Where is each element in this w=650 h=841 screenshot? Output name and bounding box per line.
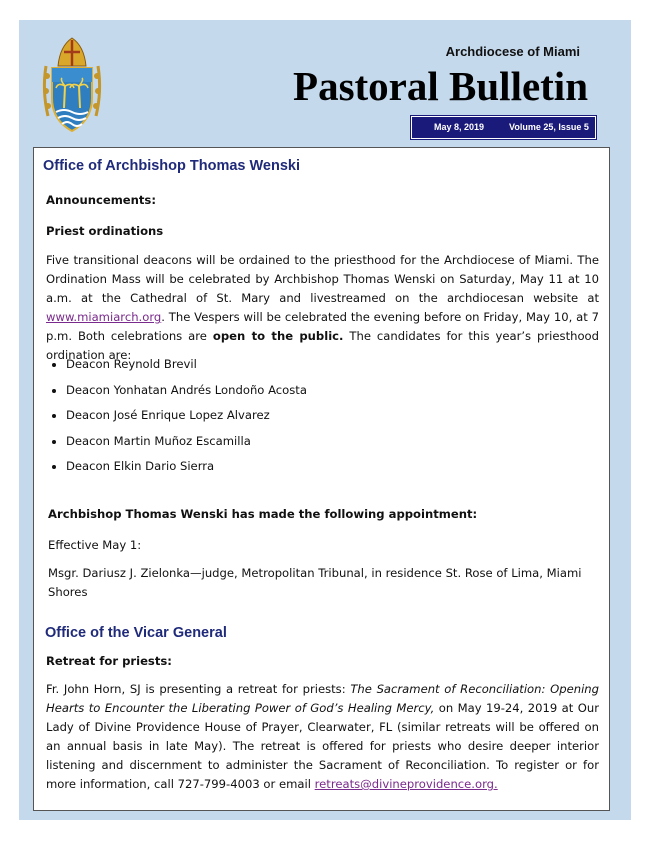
ordination-text-1: Five transitional deacons will be ordained to the priesthood for the Archdiocese of Miami. The Ordination Mass will be celebrated by Archbishop Thomas Wenski on Saturday, May 11 at 10 a.m. at the Cathedral of St. Mary and livestreamed on the archdiocesan website at — [46, 253, 599, 305]
bulletin-content-box — [33, 147, 610, 811]
section-title-vicar-general: Office of the Vicar General — [45, 625, 227, 641]
priest-ordinations-heading: Priest ordinations — [46, 224, 164, 238]
list-item: • Deacon Reynold Brevil — [66, 352, 599, 378]
list-item: • Deacon Elkin Dario Sierra — [66, 454, 599, 480]
ordination-text-2: . The Vespers will be celebrated the evening before on Friday, May 10, at 7 p.m. Both celebrations are — [46, 310, 599, 343]
effective-date: Effective May 1: — [48, 538, 142, 552]
section-title-archbishop: Office of Archbishop Thomas Wenski — [43, 158, 301, 174]
bulletin-title: Pastoral Bulletin — [293, 63, 588, 109]
announcements-label: Announcements: — [46, 193, 156, 207]
retreat-text-2: on May 19-24, 2019 at Our Lady of Divine Providence House of Prayer, Clearwater, FL (similar retreats will be offered on an annual basis in late May). The retreat is offered for priests who desire deeper interior listening and discernment to administer the Sacrament of Reconciliation. To register or for more information, call 727-799-4003 or email — [46, 701, 599, 791]
issue-date: May 8, 2019 — [434, 122, 485, 132]
issue-info-bar — [411, 116, 596, 139]
retreat-email-link[interactable]: retreats@divineprovidence.org. — [314, 777, 498, 791]
appointment-text: Msgr. Dariusz J. Zielonka—judge, Metropolitan Tribunal, in residence St. Rose of Lima, Miami Shores — [48, 566, 582, 599]
appointment-heading: Archbishop Thomas Wenski has made the following appointment: — [48, 507, 478, 521]
organization-name: Archdiocese of Miami — [445, 44, 580, 59]
retreat-paragraph — [46, 680, 599, 794]
list-item: • Deacon Yonhatan Andrés Londoño Acosta — [66, 378, 599, 404]
ordination-text-3: The candidates for this year’s priesthood ordination are: — [46, 329, 600, 362]
miamiarch-link[interactable]: www.miamiarch.org — [46, 310, 162, 324]
retreat-heading: Retreat for priests: — [46, 654, 172, 668]
list-item: • Deacon José Enrique Lopez Alvarez — [66, 403, 599, 429]
list-item: • Deacon Martin Muñoz Escamilla — [66, 429, 599, 455]
open-to-public-text: open to the public. — [212, 329, 344, 343]
issue-volume: Volume 25, Issue 5 — [509, 122, 589, 132]
ordination-paragraph — [46, 251, 599, 365]
candidates-list — [46, 352, 599, 480]
retreat-text-1: Fr. John Horn, SJ is presenting a retreat for priests: — [46, 682, 351, 696]
archdiocese-crest-icon — [38, 36, 106, 134]
retreat-title: The Sacrament of Reconciliation: Opening Hearts to Encounter the Liberating Power of God’s Healing Mercy, — [46, 682, 599, 715]
